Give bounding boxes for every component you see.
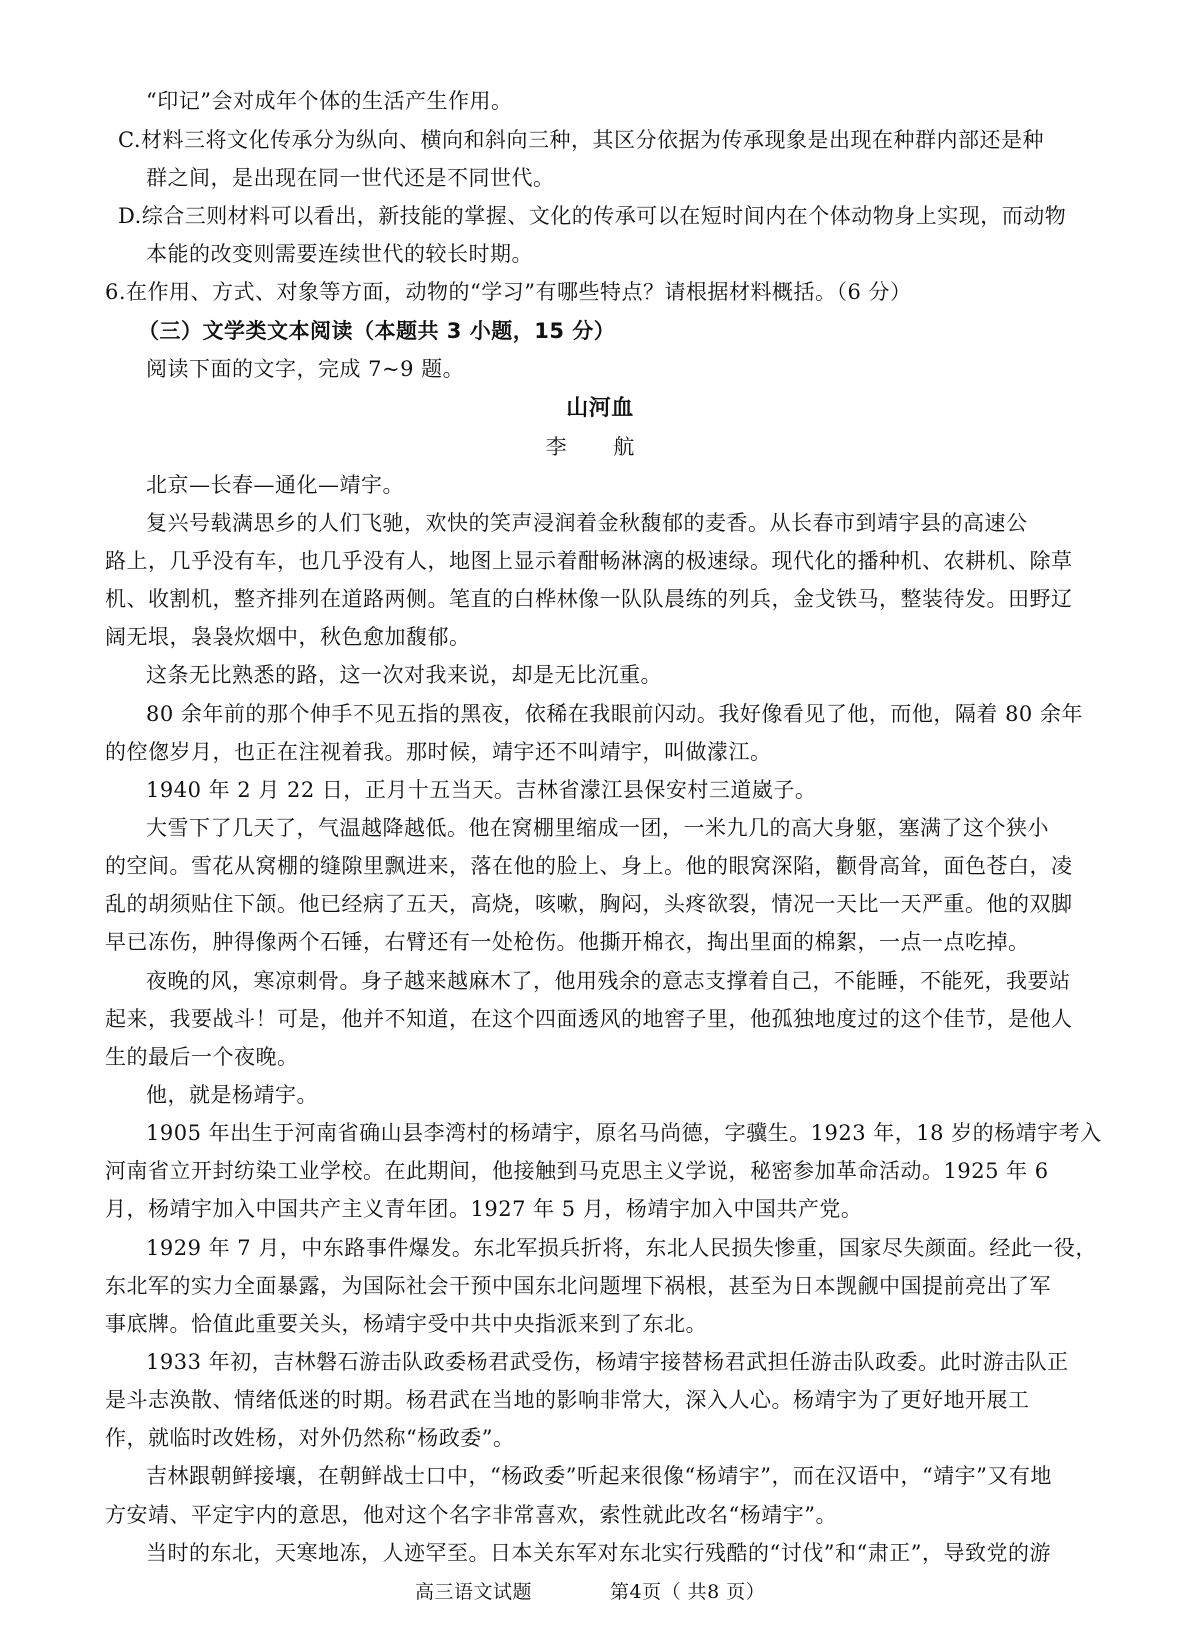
paragraph-10-line-3: 作，就临时改姓杨，对外仍然称“杨政委”。 <box>105 1426 515 1450</box>
paragraph-5-line-2: 的空间。雪花从窝棚的缝隙里飘进来，落在他的脸上、身上。他的眼窝深陷，颧骨高耸，面色苍白，凌 <box>105 854 1073 878</box>
article-author: 李 航 <box>545 435 655 459</box>
paragraph-4: 1940 年 2 月 22 日，正月十五当天。吉林省濛江县保安村三道崴子。 <box>146 778 817 802</box>
paragraph-7: 他，就是杨靖宇。 <box>146 1083 318 1107</box>
article-title: 山河血 <box>566 396 634 421</box>
paragraph-5-line-4: 早已冻伤，肿得像两个石锤，右臂还有一处枪伤。他撕开棉衣，掏出里面的棉絮，一点一点吃掉。 <box>105 930 1030 954</box>
option-b-continuation: “印记”会对成年个体的生活产生作用。 <box>146 89 513 113</box>
paragraph-1-line-1: 复兴号载满思乡的人们飞驰，欢快的笑声浸润着金秋馥郁的麦香。从长春市到靖宇县的高速公 <box>146 511 1028 535</box>
paragraph-6-line-3: 生的最后一个夜晚。 <box>105 1045 299 1069</box>
paragraph-8-line-2: 河南省立开封纺染工业学校。在此期间，他接触到马克思主义学说，秘密参加革命活动。1925 年 6 <box>105 1159 1049 1183</box>
paragraph-2: 这条无比熟悉的路，这一次对我来说，却是无比沉重。 <box>146 663 662 687</box>
footer-subject: 高三语文试题 <box>415 1581 533 1603</box>
option-d-line-1: D.综合三则材料可以看出，新技能的掌握、文化的传承可以在短时间内在个体动物身上实现，而动物 <box>118 204 1067 228</box>
paragraph-8-line-3: 月，杨靖宇加入中国共产主义青年团。1927 年 5 月，杨靖宇加入中国共产党。 <box>105 1197 863 1221</box>
option-c-line-2: 群之间，是出现在同一世代还是不同世代。 <box>146 166 555 190</box>
paragraph-1-line-2: 路上，几乎没有车，也几乎没有人，地图上显示着酣畅淋漓的极速绿。现代化的播种机、农耕机、除草 <box>105 549 1073 573</box>
section-3-heading: （三）文学类文本阅读（本题共 3 小题，15 分） <box>138 319 616 343</box>
paragraph-9-line-3: 事底牌。恰值此重要关头，杨靖宇受中共中央指派来到了东北。 <box>105 1312 707 1336</box>
paragraph-5-line-1: 大雪下了几天了，气温越降越低。他在窝棚里缩成一团，一米九几的高大身躯，塞满了这个狭小 <box>146 816 1049 840</box>
paragraph-1-line-4: 阔无垠，袅袅炊烟中，秋色愈加馥郁。 <box>105 625 471 649</box>
paragraph-6-line-2: 起来，我要战斗！可是，他并不知道，在这个四面透风的地窖子里，他孤独地度过的这个佳节，是他人 <box>105 1007 1073 1031</box>
paragraph-9-line-2: 东北军的实力全面暴露，为国际社会干预中国东北问题埋下祸根，甚至为日本觊觎中国提前亮出了军 <box>105 1274 1051 1298</box>
question-6: 6.在作用、方式、对象等方面，动物的“学习”有哪些特点？请根据材料概括。（6 分） <box>105 280 912 304</box>
option-c-line-1: C.材料三将文化传承分为纵向、横向和斜向三种，其区分依据为传承现象是出现在种群内部还是种 <box>118 128 1044 152</box>
paragraph-8-line-1: 1905 年出生于河南省确山县李湾村的杨靖宇，原名马尚德，字骥生。1923 年，18 岁的杨靖宇考入 <box>146 1121 1102 1145</box>
paragraph-12-line-1: 当时的东北，天寒地冻，人迹罕至。日本关东军对东北实行残酷的“讨伐”和“肃正”，导致党的游 <box>146 1541 1051 1565</box>
footer-page-number: 第4页（ 共8 页） <box>610 1581 766 1603</box>
paragraph-3-line-2: 的倥偬岁月，也正在注视着我。那时候，靖宇还不叫靖宇，叫做濛江。 <box>105 740 772 764</box>
paragraph-10-line-2: 是斗志涣散、情绪低迷的时期。杨君武在当地的影响非常大，深入人心。杨靖宇为了更好地开展工 <box>105 1388 1030 1412</box>
paragraph-9-line-1: 1929 年 7 月，中东路事件爆发。东北军损兵折将，东北人民损失惨重，国家尽失颜面。经此一役， <box>146 1236 1097 1260</box>
paragraph-5-line-3: 乱的胡须贴住下颌。他已经病了五天，高烧，咳嗽，胸闷，头疼欲裂，情况一天比一天严重。他的双脚 <box>105 892 1073 916</box>
paragraph-1-line-3: 机、收割机，整齐排列在道路两侧。笔直的白桦林像一队队晨练的列兵，金戈铁马，整装待发。田野辽 <box>105 587 1073 611</box>
paragraph-11-line-1: 吉林跟朝鲜接壤，在朝鲜战士口中，“杨政委”听起来很像“杨靖宇”，而在汉语中，“靖宇”又有地 <box>146 1464 1052 1488</box>
paragraph-11-line-2: 方安靖、平定宇内的意思，他对这个名字非常喜欢，索性就此改名“杨靖宇”。 <box>105 1503 837 1527</box>
paragraph-route: 北京—长春—通化—靖宇。 <box>146 473 404 497</box>
reading-instruction: 阅读下面的文字，完成 7~9 题。 <box>146 357 465 381</box>
option-d-line-2: 本能的改变则需要连续世代的较长时期。 <box>146 242 533 266</box>
paragraph-10-line-1: 1933 年初，吉林磐石游击队政委杨君武受伤，杨靖宇接替杨君武担任游击队政委。此时游击队正 <box>146 1350 1069 1374</box>
paragraph-3-line-1: 80 余年前的那个伸手不见五指的黑夜，依稀在我眼前闪动。我好像看见了他，而他，隔着 80 余年 <box>146 702 1083 726</box>
paragraph-6-line-1: 夜晚的风，寒凉刺骨。身子越来越麻木了，他用残余的意志支撑着自己，不能睡，不能死，我要站 <box>146 969 1071 993</box>
